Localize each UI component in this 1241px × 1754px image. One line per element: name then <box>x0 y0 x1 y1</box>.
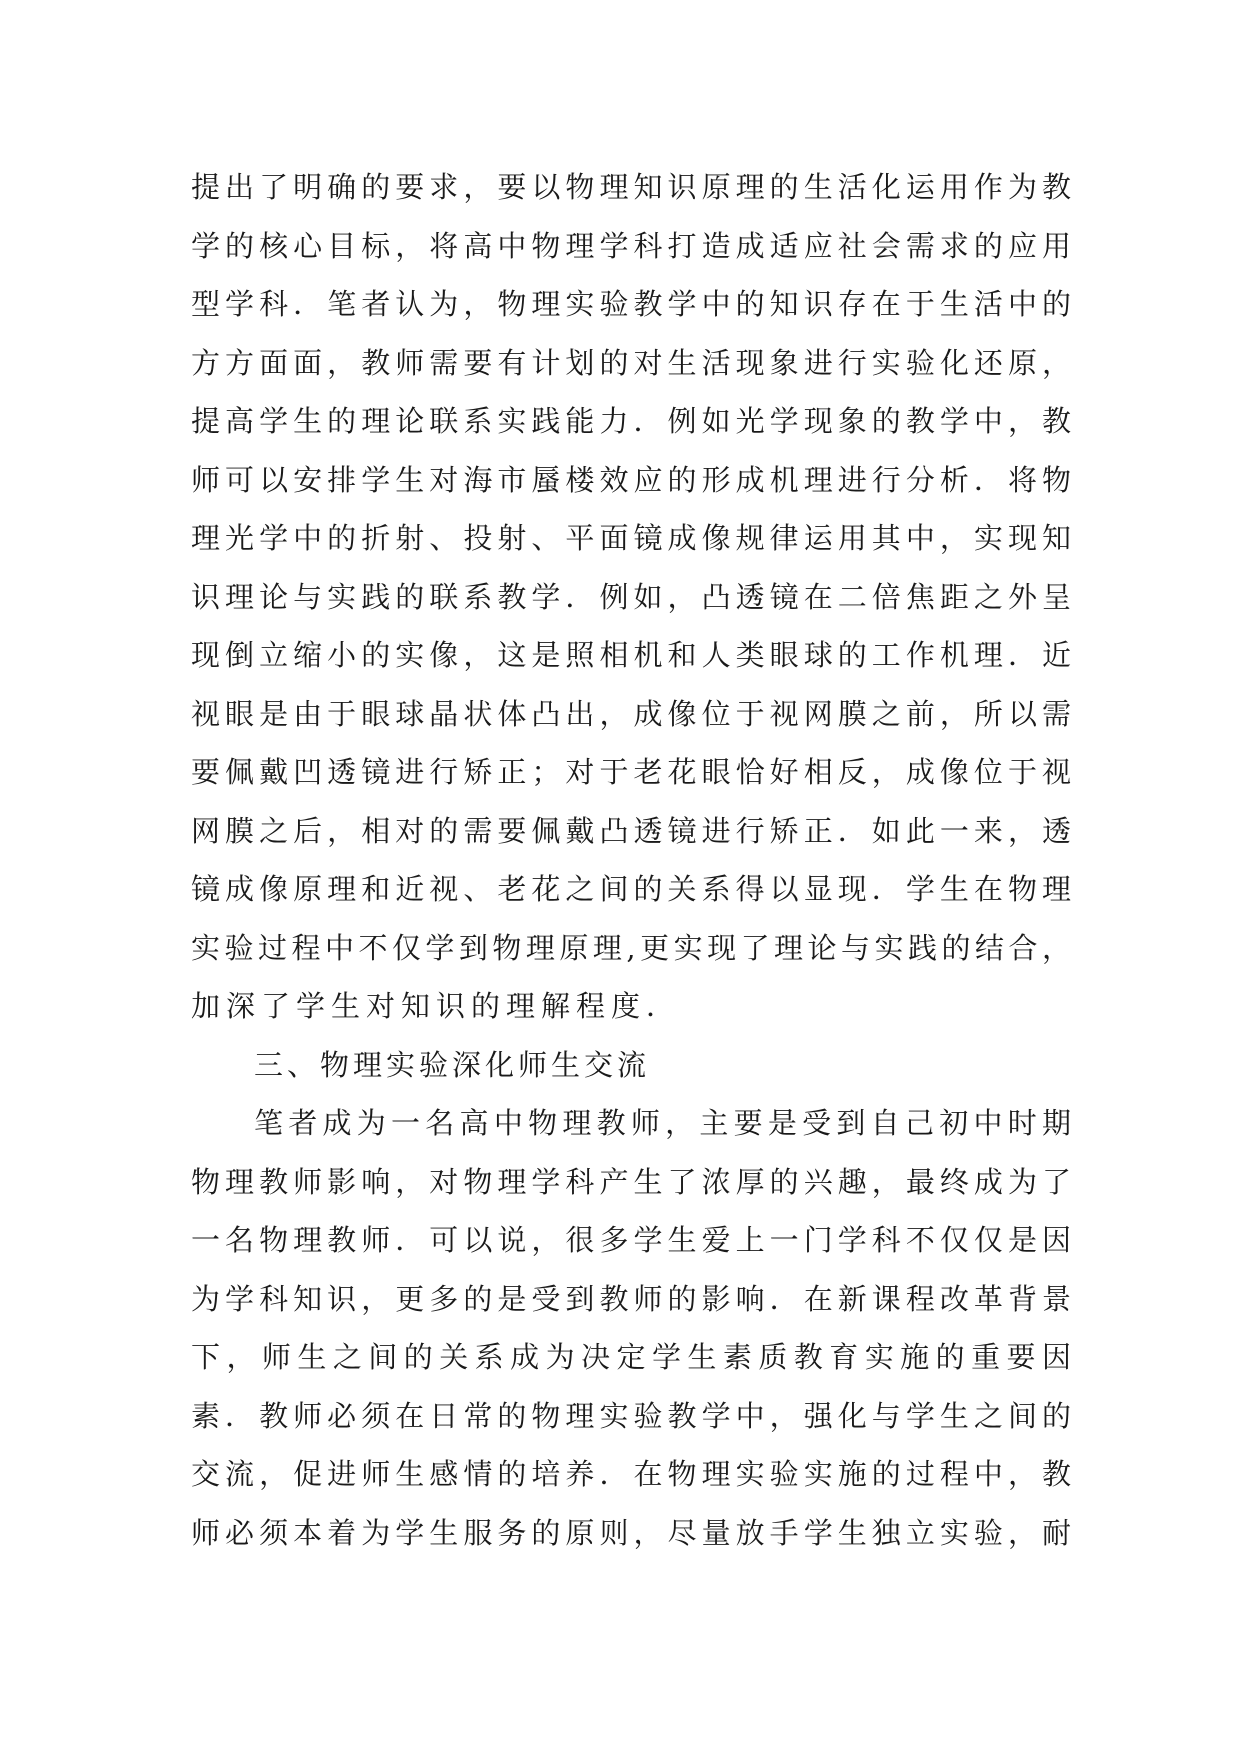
text-line: 为学科知识，更多的是受到教师的影响．在新课程改革背景 <box>191 1281 1071 1316</box>
paragraph-last-line: 加深了学生对知识的理解程度． <box>191 989 682 1023</box>
text-line: 方方面面，教师需要有计划的对生活现象进行实验化还原， <box>191 345 1071 380</box>
text-line: 网膜之后，相对的需要佩戴凸透镜进行矫正．如此一来，透 <box>191 813 1071 848</box>
text-line: 镜成像原理和近视、老花之间的关系得以显现．学生在物理 <box>191 872 1071 906</box>
text-line: 实验过程中不仅学到物理原理,更实现了理论与实践的结合， <box>191 930 1071 965</box>
text-line: 理光学中的折射、投射、平面镜成像规律运用其中，实现知 <box>191 521 1071 555</box>
text-line: 提出了明确的要求，要以物理知识原理的生活化运用作为教 <box>191 170 1071 204</box>
text-line: 提高学生的理论联系实践能力．例如光学现象的教学中，教 <box>191 404 1071 438</box>
text-line: 师可以安排学生对海市蜃楼效应的形成机理进行分析．将物 <box>191 462 1071 497</box>
text-line: 现倒立缩小的实像，这是照相机和人类眼球的工作机理．近 <box>191 638 1071 672</box>
text-line: 下，师生之间的关系成为决定学生素质教育实施的重要因 <box>191 1340 1071 1374</box>
text-line: 一名物理教师．可以说，很多学生爱上一门学科不仅仅是因 <box>191 1223 1071 1257</box>
text-line: 识理论与实践的联系教学．例如，凸透镜在二倍焦距之外呈 <box>191 579 1071 614</box>
text-line: 型学科．笔者认为，物理实验教学中的知识存在于生活中的 <box>191 287 1071 321</box>
text-line: 素．教师必须在日常的物理实验教学中，强化与学生之间的 <box>191 1398 1071 1433</box>
body-text <box>191 158 1071 1562</box>
text-line: 交流，促进师生感情的培养．在物理实验实施的过程中，教 <box>191 1457 1071 1491</box>
paragraph-first-line: 笔者成为一名高中物理教师，主要是受到自己初中时期 <box>254 1106 1071 1140</box>
text-line: 师必须本着为学生服务的原则，尽量放手学生独立实验，耐 <box>191 1515 1071 1550</box>
text-line: 视眼是由于眼球晶状体凸出，成像位于视网膜之前，所以需 <box>191 696 1071 731</box>
text-line: 要佩戴凹透镜进行矫正；对于老花眼恰好相反，成像位于视 <box>191 755 1071 789</box>
text-line: 学的核心目标，将高中物理学科打造成适应社会需求的应用 <box>191 228 1071 263</box>
section-heading: 三、物理实验深化师生交流 <box>254 1047 651 1082</box>
text-line: 物理教师影响，对物理学科产生了浓厚的兴趣，最终成为了 <box>191 1164 1071 1199</box>
